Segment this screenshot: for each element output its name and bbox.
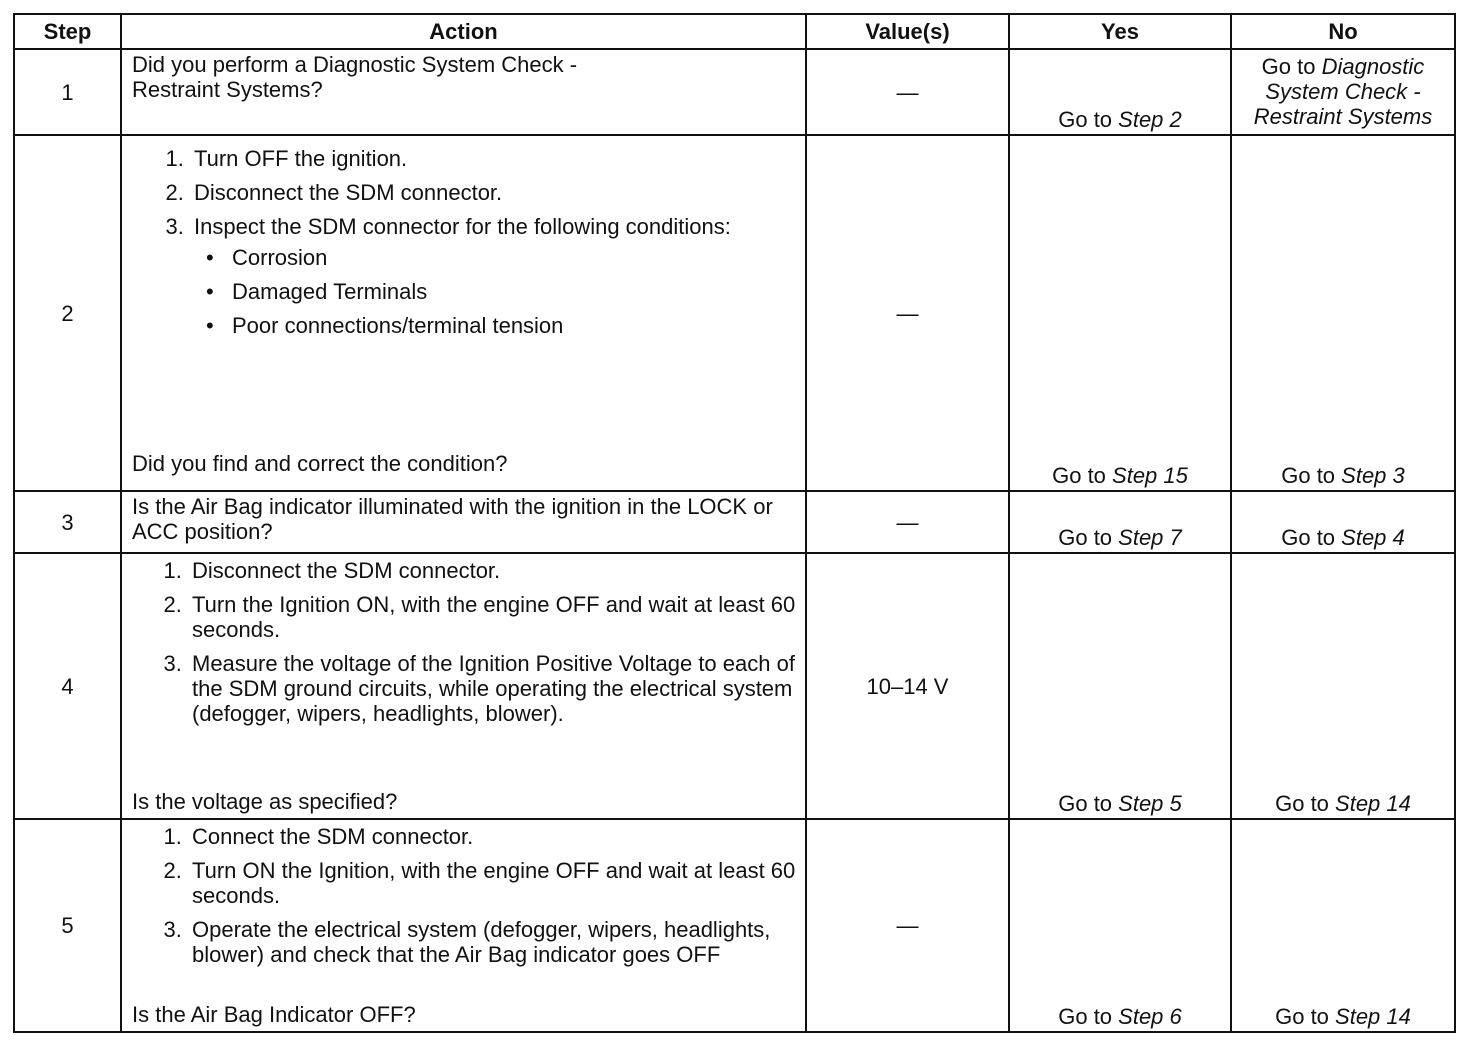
action-cell	[121, 491, 806, 553]
header-step: Step	[14, 14, 121, 49]
value-cell: —	[806, 819, 1009, 1032]
action-cell	[121, 819, 806, 1032]
yes-prefix: Go to	[1052, 463, 1113, 488]
yes-prefix: Go to	[1058, 107, 1119, 132]
yes-cell	[1009, 49, 1231, 135]
diagnostic-table	[13, 13, 1456, 1033]
no-prefix: Go to	[1281, 525, 1342, 550]
action-step	[190, 214, 799, 338]
table-row-step-2	[14, 135, 1455, 491]
action-cell	[121, 49, 806, 135]
yes-link[interactable]: Step 7	[1118, 525, 1182, 550]
yes-link[interactable]: Step 2	[1118, 107, 1182, 132]
table-row-step-3	[14, 491, 1455, 553]
no-link[interactable]: Step 14	[1335, 1004, 1411, 1029]
step-number: 2	[14, 135, 121, 491]
header-action: Action	[121, 14, 806, 49]
action-cell	[121, 135, 806, 491]
action-question: Is the voltage as specified?	[132, 789, 398, 814]
action-step: 1. Turn OFF the ignition.	[190, 146, 799, 171]
yes-cell	[1009, 135, 1231, 491]
action-question: Did you find and correct the condition?	[132, 451, 508, 476]
action-step-text: Inspect the SDM connector for the following conditions:	[194, 214, 731, 239]
no-link[interactable]: Step 4	[1341, 525, 1405, 550]
action-steps	[132, 146, 799, 338]
no-cell	[1231, 553, 1455, 819]
action-step: 2. Turn the Ignition ON, with the engine OFF and wait at least 60 seconds.	[188, 592, 799, 642]
no-cell	[1231, 49, 1455, 135]
action-steps	[132, 824, 799, 969]
action-step: 1. Disconnect the SDM connector.	[188, 558, 799, 583]
value-cell: —	[806, 491, 1009, 553]
action-question: Is the Air Bag Indicator OFF?	[132, 1002, 416, 1027]
header-no: No	[1231, 14, 1455, 49]
no-link[interactable]: Step 14	[1335, 791, 1411, 816]
action-step: 2. Disconnect the SDM connector.	[190, 180, 799, 205]
yes-prefix: Go to	[1058, 791, 1119, 816]
header-row	[14, 14, 1455, 49]
yes-link[interactable]: Step 6	[1118, 1004, 1182, 1029]
action-step: 1. Connect the SDM connector.	[188, 824, 799, 849]
action-question: Is the Air Bag indicator illuminated with the ignition in the LOCK or ACC position?	[132, 494, 773, 544]
table-row-step-5	[14, 819, 1455, 1032]
action-step: 3. Operate the electrical system (defogger, wipers, headlights, blower) and check that the Air Bag indicator goes OFF	[188, 917, 799, 967]
step-number: 5	[14, 819, 121, 1032]
no-link[interactable]: Diagnostic System Check - Restraint Systems	[1253, 54, 1433, 129]
yes-prefix: Go to	[1058, 1004, 1119, 1029]
header-values: Value(s)	[806, 14, 1009, 49]
no-cell	[1231, 819, 1455, 1032]
action-step: 2. Turn ON the Ignition, with the engine OFF and wait at least 60 seconds.	[188, 858, 799, 908]
value-cell: —	[806, 49, 1009, 135]
condition-item: • Poor connections/terminal tension	[228, 313, 799, 338]
step-number: 4	[14, 553, 121, 819]
yes-link[interactable]: Step 15	[1112, 463, 1188, 488]
no-cell	[1231, 135, 1455, 491]
header-yes: Yes	[1009, 14, 1231, 49]
no-cell	[1231, 491, 1455, 553]
step-number: 1	[14, 49, 121, 135]
yes-cell	[1009, 553, 1231, 819]
condition-item: • Corrosion	[228, 245, 799, 270]
yes-link[interactable]: Step 5	[1118, 791, 1182, 816]
yes-cell	[1009, 819, 1231, 1032]
value-cell: 10–14 V	[806, 553, 1009, 819]
action-cell	[121, 553, 806, 819]
condition-item: • Damaged Terminals	[228, 279, 799, 304]
action-step: 3. Measure the voltage of the Ignition Positive Voltage to each of the SDM ground circuits, while operating the electrical system (defogger, wipers, headlights, blower).	[188, 651, 799, 726]
step-number: 3	[14, 491, 121, 553]
yes-prefix: Go to	[1058, 525, 1119, 550]
yes-cell	[1009, 491, 1231, 553]
table-row-step-1	[14, 49, 1455, 135]
value-cell: —	[806, 135, 1009, 491]
action-question: Did you perform a Diagnostic System Check - Restraint Systems?	[132, 52, 578, 102]
no-prefix: Go to	[1281, 463, 1342, 488]
condition-list	[194, 245, 799, 338]
table-row-step-4	[14, 553, 1455, 819]
action-steps	[132, 558, 799, 735]
no-link[interactable]: Step 3	[1341, 463, 1405, 488]
no-prefix: Go to	[1275, 791, 1336, 816]
no-prefix: Go to	[1275, 1004, 1336, 1029]
no-prefix: Go to	[1261, 54, 1322, 79]
